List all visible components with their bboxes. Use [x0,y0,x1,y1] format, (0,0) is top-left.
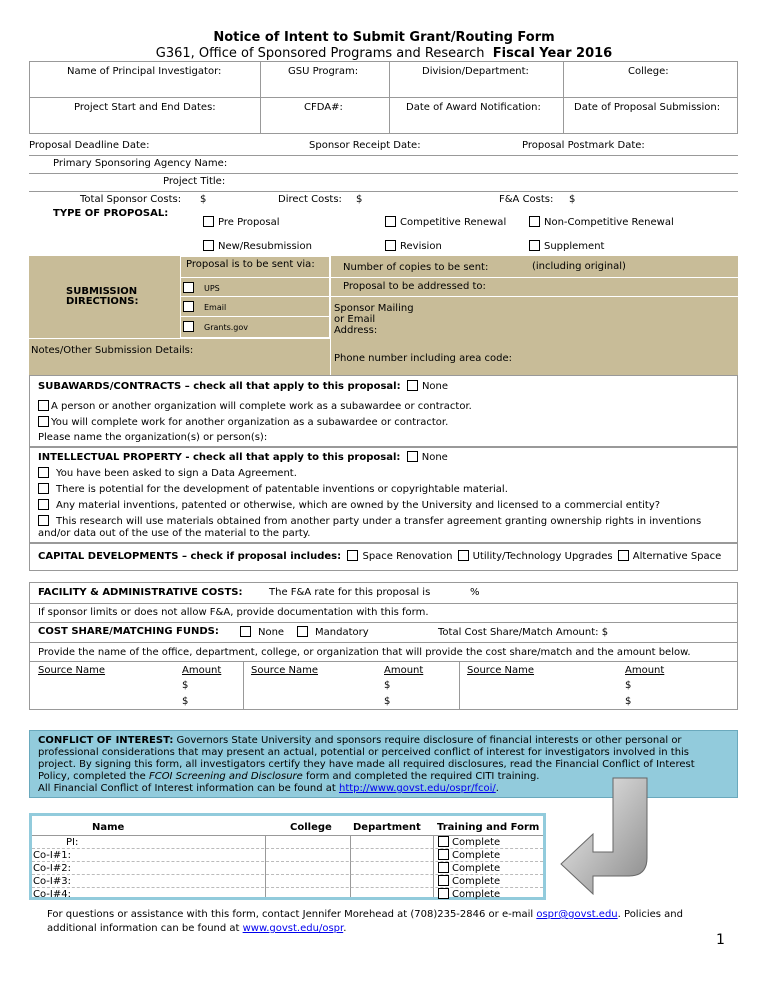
coi-line-4: Policy, completed the FCOI Screening and Disclosure form and completed the required CITI training. [38,771,540,782]
row-coi-3: Co-I#3: [33,876,71,887]
checkbox[interactable] [240,626,251,637]
agency-label: Primary Sponsoring Agency Name: [53,158,228,169]
row-pi: PI: [66,837,79,848]
checkbox[interactable] [618,550,629,561]
ip-item-4-continued: and/or data out of the use of the material to the party. [38,528,311,539]
subawards-heading: SUBAWARDS/CONTRACTS – check all that apply to this proposal: None [38,381,449,392]
fa-limits-note: If sponsor limits or does not allow F&A, provide documentation with this form. [38,607,429,618]
award-date-label: Date of Award Notification: [406,102,541,113]
phone-label: Phone number including area code: [334,353,513,364]
checkbox[interactable] [529,240,540,251]
ip-heading: INTELLECTUAL PROPERTY - check all that apply to this proposal: None [38,452,448,463]
checkbox[interactable] [38,467,49,478]
checkbox[interactable] [203,240,214,251]
mailing-label-1: Sponsor Mailing [334,303,414,314]
cost-share-mandatory[interactable]: Mandatory [297,626,369,638]
method-grants-gov[interactable]: Grants.gov [183,321,248,332]
project-dates-label: Project Start and End Dates: [74,102,216,113]
source-name-header-2: Source Name [251,665,319,676]
subaward-item-1[interactable]: A person or another organization will complete work as a subawardee or contractor. [38,400,472,412]
coi-line-5: All Financial Conflict of Interest information can be found at http://www.govst.edu/ospr/fcoi/. [38,783,499,794]
submission-label-1: SUBMISSION [66,286,138,297]
checkbox[interactable] [183,321,194,332]
checkbox[interactable] [297,626,308,637]
fa-percent: % [470,587,480,598]
including-label: (including original) [532,261,626,272]
amount-1a: $ [182,680,189,691]
fa-heading: FACILITY & ADMINISTRATIVE COSTS: [38,587,243,598]
addressed-label: Proposal to be addressed to: [343,281,486,292]
amount-header-3: Amount [625,665,665,676]
footer-line-1: For questions or assistance with this form, contact Jennifer Morehead at (708)235-2846 or e-mail ospr@govst.edu. Policies and [47,909,683,920]
ospr-site-link[interactable]: www.govst.edu/ospr [242,923,344,934]
page-number: 1 [716,932,725,948]
total-costs-dollar: $ [200,194,207,205]
copies-label: Number of copies to be sent: [343,262,489,273]
gsu-program-label: GSU Program: [288,66,359,77]
cost-share-total: Total Cost Share/Match Amount: $ [438,627,609,638]
row-coi-1: Co-I#1: [33,850,71,861]
amount-1b: $ [182,696,189,707]
checkbox[interactable] [458,550,469,561]
checkbox[interactable] [183,301,194,312]
form-subtitle: G361, Office of Sponsored Programs and Research Fiscal Year 2016 [155,46,613,61]
fa-costs-label: F&A Costs: [499,194,554,205]
checkbox[interactable] [385,216,396,227]
checkbox[interactable] [38,515,49,526]
option-supplement[interactable]: Supplement [529,240,604,252]
coi-line-2: professional considerations that may present an actual, potential or perceived conflict of interest for investigators involved in this [38,747,690,758]
capital-heading: CAPITAL DEVELOPMENTS – check if proposal includes: Space Renovation Utility/Technology Upgrades Alternative Space [38,551,722,562]
total-costs-label: Total Sponsor Costs: [80,194,182,205]
amount-3a: $ [625,680,632,691]
pi-label: Name of Principal Investigator: [67,66,222,77]
method-email[interactable]: Email [183,301,226,312]
complete-coi-2[interactable]: Complete [438,862,500,874]
sent-via-label: Proposal is to be sent via: [186,259,315,270]
cfda-label: CFDA#: [304,102,343,113]
mailing-label-2: or Email [334,314,376,325]
row-coi-4: Co-I#4: [33,889,71,900]
notes-label: Notes/Other Submission Details: [31,345,194,356]
ip-item-4[interactable]: This research will use materials obtained from another party under a transfer agreement granting ownership rights in inventions [38,515,701,527]
checkbox[interactable] [38,400,49,411]
method-ups[interactable]: UPS [183,282,220,293]
option-non-competitive-renewal[interactable]: Non-Competitive Renewal [529,216,674,228]
ip-item-2[interactable]: There is potential for the development of patentable inventions or copyrightable material. [38,483,508,495]
deadline-label: Proposal Deadline Date: [29,140,150,151]
submission-date-label: Date of Proposal Submission: [574,102,721,113]
subaward-name-prompt: Please name the organization(s) or person(s): [38,432,268,443]
project-title-label: Project Title: [163,176,226,187]
checkbox[interactable] [438,862,449,873]
submission-label-2: DIRECTIONS: [66,296,139,307]
fcoi-link[interactable]: http://www.govst.edu/ospr/fcoi/ [338,783,496,794]
checkbox[interactable] [203,216,214,227]
checkbox[interactable] [438,849,449,860]
checkbox[interactable] [38,499,49,510]
amount-header-1: Amount [182,665,222,676]
form-title: Notice of Intent to Submit Grant/Routing Form [213,30,555,45]
college-label: College: [628,66,669,77]
amount-2b: $ [384,696,391,707]
coi-line-1: CONFLICT OF INTEREST: Governors State University and sponsors require disclosure of financial interests or other personal or [38,735,682,746]
fiscal-year: Fiscal Year 2016 [492,46,613,61]
coi-line-3: project. By signing this form, all investigators certify they have made all required disclosures, read the Financial Conflict of Interest [38,759,695,770]
col-college: College [290,822,332,833]
amount-2a: $ [384,680,391,691]
cost-share-heading: COST SHARE/MATCHING FUNDS: [38,626,219,637]
fa-costs-dollar: $ [569,194,576,205]
proposal-type-label: TYPE OF PROPOSAL: [53,208,169,219]
amount-header-2: Amount [384,665,424,676]
checkbox[interactable] [438,875,449,886]
division-label: Division/Department: [422,66,529,77]
complete-pi[interactable]: Complete [438,836,500,848]
row-coi-2: Co-I#2: [33,863,71,874]
col-name: Name [92,822,125,833]
footer-line-2: additional information can be found at www.govst.edu/ospr. [47,923,347,934]
subaward-item-2[interactable]: You will complete work for another organization as a subawardee or contractor. [38,416,448,428]
direct-costs-dollar: $ [356,194,363,205]
ip-item-1[interactable]: You have been asked to sign a Data Agreement. [38,467,297,479]
ospr-email-link[interactable]: ospr@govst.edu [536,909,618,920]
col-department: Department [353,822,421,833]
source-name-header-1: Source Name [38,665,106,676]
complete-coi-3[interactable]: Complete [438,875,500,887]
option-competitive-renewal[interactable]: Competitive Renewal [385,216,506,228]
option-new-resubmission[interactable]: New/Resubmission [203,240,312,252]
direct-costs-label: Direct Costs: [278,194,342,205]
postmark-label: Proposal Postmark Date: [522,140,645,151]
col-training: Training and Form [437,822,540,833]
checkbox[interactable] [183,282,194,293]
checkbox[interactable] [38,483,49,494]
cost-share-none[interactable]: None [240,626,284,638]
checkbox[interactable] [438,836,449,847]
checkbox[interactable] [347,550,358,561]
ip-item-3[interactable]: Any material inventions, patented or otherwise, which are owned by the University and licensed to a commercial entity? [38,499,660,511]
receipt-label: Sponsor Receipt Date: [309,140,421,151]
option-revision[interactable]: Revision [385,240,442,252]
checkbox[interactable] [38,416,49,427]
checkbox[interactable] [407,451,418,462]
checkbox[interactable] [407,380,418,391]
cost-share-provide: Provide the name of the office, department, college, or organization that will provide the cost share/match and the amount below. [38,647,691,658]
complete-coi-4[interactable]: Complete [438,888,500,900]
mailing-label-3: Address: [334,325,378,336]
option-pre-proposal[interactable]: Pre Proposal [203,216,280,228]
fa-rate-label: The F&A rate for this proposal is [269,587,431,598]
arrow-icon [555,772,665,902]
amount-3b: $ [625,696,632,707]
checkbox[interactable] [438,888,449,899]
complete-coi-1[interactable]: Complete [438,849,500,861]
checkbox[interactable] [529,216,540,227]
source-name-header-3: Source Name [467,665,535,676]
checkbox[interactable] [385,240,396,251]
